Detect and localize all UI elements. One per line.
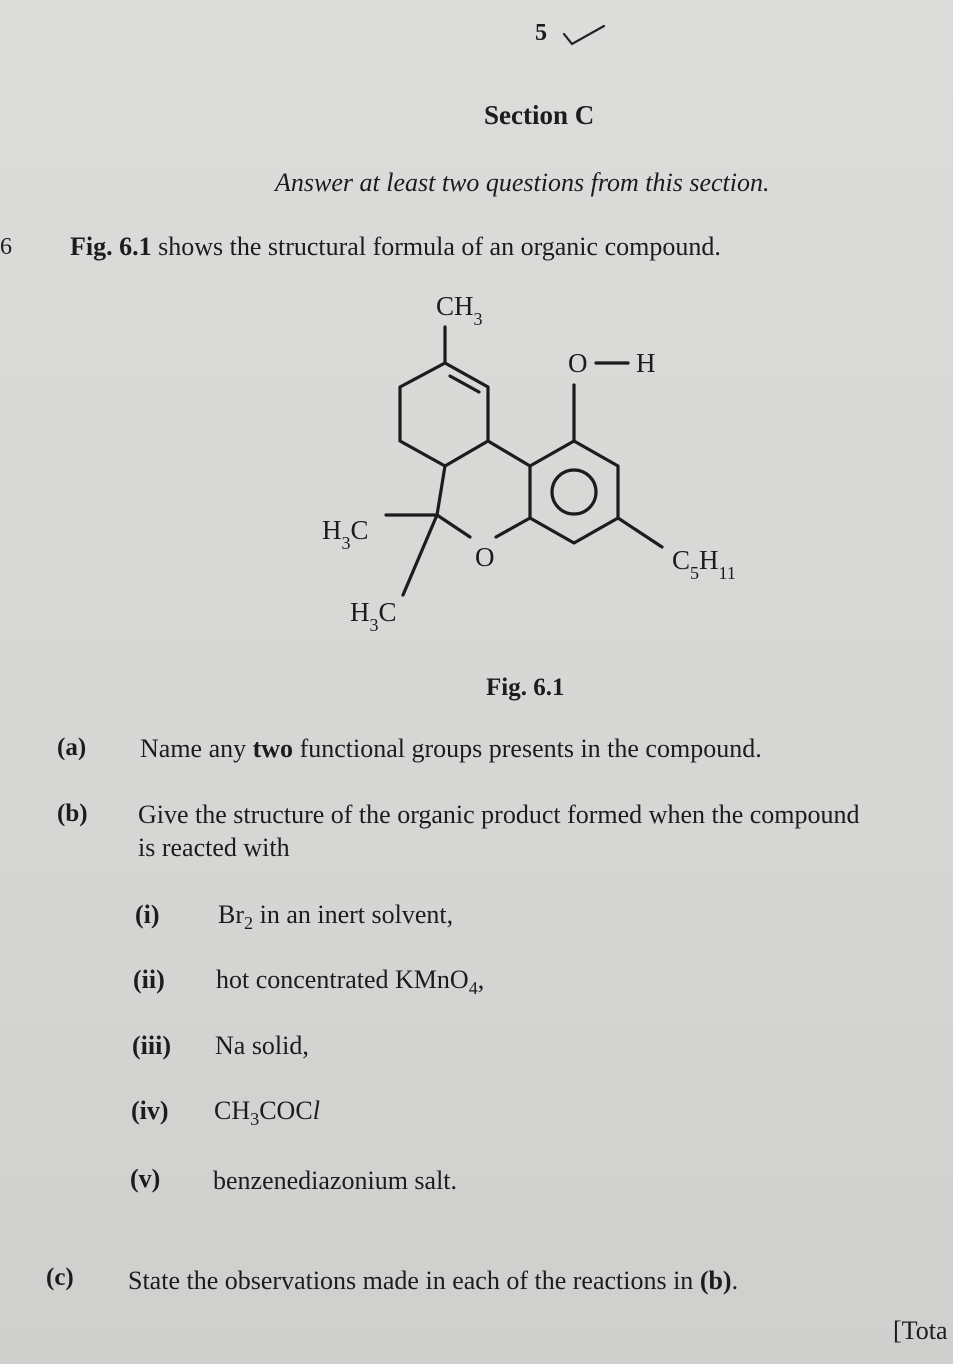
cyclohexene-ring xyxy=(400,363,488,466)
part-b-line1: Give the structure of the organic product formed when the compound xyxy=(138,800,860,829)
biaryl-bond xyxy=(488,441,530,466)
subpart-ii-text: hot concentrated KMnO$_4$, xyxy=(216,965,485,999)
structure-diagram xyxy=(300,285,780,655)
section-instruction: Answer at least two questions from this section. xyxy=(275,168,770,197)
c-o-bond xyxy=(437,515,470,537)
methyl-bond-lower xyxy=(403,515,437,595)
benzene-ring xyxy=(530,441,618,543)
subpart-v-label: (v) xyxy=(130,1164,161,1193)
question-number: 6 xyxy=(0,234,12,260)
aromatic-circle xyxy=(552,470,596,514)
o-aryl-bond xyxy=(496,518,530,537)
subpart-iv-text: $CH_3COCl$ xyxy=(214,1096,320,1130)
part-c-label: (c) xyxy=(46,1264,74,1291)
quaternary-carbon-bond xyxy=(437,466,445,515)
h3c-upper-label: $H_3C$ xyxy=(322,515,369,553)
section-title: Section C xyxy=(484,100,595,130)
page-number: 5 xyxy=(535,20,547,46)
subpart-v-text: benzenediazonium salt. xyxy=(213,1166,458,1195)
oh-o-label: O xyxy=(568,348,588,378)
oh-h-label: H xyxy=(636,348,656,378)
total-marks-fragment: [Tota xyxy=(893,1316,948,1345)
c5h11-label: $C_5H_{11}$ xyxy=(672,545,736,583)
h3c-lower-label: $H_3C$ xyxy=(350,597,397,635)
part-a-label: (a) xyxy=(57,734,87,761)
ring-o-label: O xyxy=(475,542,495,572)
subpart-iii-text: Na solid, xyxy=(215,1031,309,1060)
subpart-i-label: (i) xyxy=(135,900,160,929)
question-intro xyxy=(70,232,721,262)
subpart-iv-label: (iv) xyxy=(131,1096,169,1125)
part-b-line2: is reacted with xyxy=(138,833,290,862)
part-a-text: Name any two functional groups presents in the compound. xyxy=(140,734,762,763)
check-icon xyxy=(560,22,606,48)
structural-formula-figure xyxy=(300,285,780,655)
part-c-text: State the observations made in each of the reactions in (b). xyxy=(128,1266,739,1295)
intro-text: shows the structural formula of an organic compound. xyxy=(151,232,721,261)
subpart-i-text: $Br_2$ in an inert solvent, xyxy=(218,900,454,934)
ch3-label: $CH_3$ xyxy=(436,291,483,329)
figure-caption: Fig. 6.1 xyxy=(486,674,565,701)
subpart-ii-label: (ii) xyxy=(133,965,165,994)
pentyl-bond xyxy=(618,518,662,547)
subpart-iii-label: (iii) xyxy=(132,1031,171,1060)
fig-reference: Fig. 6.1 xyxy=(70,232,152,261)
part-b-label: (b) xyxy=(57,800,88,827)
